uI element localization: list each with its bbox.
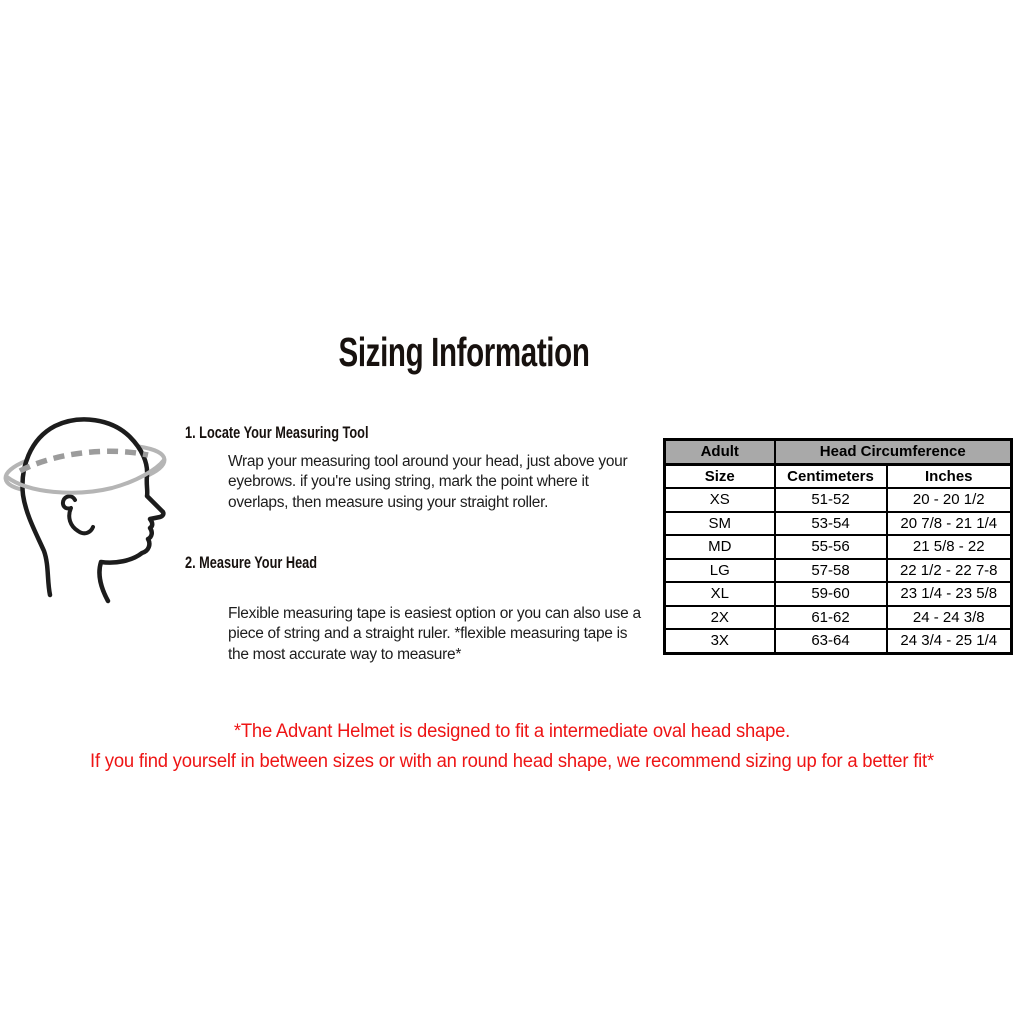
size-cell: XS: [665, 488, 775, 512]
head-profile-illustration: [0, 413, 180, 613]
table-row: [665, 535, 1012, 559]
table-row: [665, 606, 1012, 630]
inches-column-header: Inches: [887, 464, 1012, 488]
cm-cell: 63-64: [775, 629, 887, 653]
adult-header-cell: Adult: [665, 440, 775, 465]
step1-heading: 1. Locate Your Measuring Tool: [185, 423, 369, 442]
inches-cell: 21 5/8 - 22: [887, 535, 1012, 559]
size-chart-table: [663, 438, 1013, 655]
centimeters-column-header: Centimeters: [775, 464, 887, 488]
size-cell: XL: [665, 582, 775, 606]
fit-disclaimer-note: [15, 717, 1008, 776]
fit-disclaimer-line1: *The Advant Helmet is designed to fit a intermediate oval head shape.: [233, 721, 791, 742]
size-cell: 3X: [665, 629, 775, 653]
page-title: Sizing Information: [338, 329, 590, 375]
table-row: [665, 512, 1012, 536]
cm-cell: 59-60: [775, 582, 887, 606]
cm-cell: 61-62: [775, 606, 887, 630]
size-cell: SM: [665, 512, 775, 536]
step1-body: Wrap your measuring tool around your head, just above your eyebrows. if you're using string, mark the point where it overlaps, then measure using your straight roller.: [228, 453, 628, 511]
table-row: [665, 488, 1012, 512]
table-row: [665, 629, 1012, 653]
size-column-header: Size: [665, 464, 775, 488]
cm-cell: 55-56: [775, 535, 887, 559]
inches-cell: 24 3/4 - 25 1/4: [887, 629, 1012, 653]
step2-body: Flexible measuring tape is easiest option or you can also use a piece of string and a straight ruler. *flexible measuring tape is the most accurate way to measure*: [228, 605, 641, 663]
size-cell: MD: [665, 535, 775, 559]
inches-cell: 20 7/8 - 21 1/4: [887, 512, 1012, 536]
inches-cell: 22 1/2 - 22 7-8: [887, 559, 1012, 583]
size-cell: LG: [665, 559, 775, 583]
table-column-header-row: [665, 464, 1012, 488]
inches-cell: 24 - 24 3/8: [887, 606, 1012, 630]
head-circumference-header-cell: Head Circumference: [775, 440, 1012, 465]
fit-disclaimer-line2: If you find yourself in between sizes or with an round head shape, we recommend sizing up for a better fit*: [90, 750, 934, 772]
inches-cell: 20 - 20 1/2: [887, 488, 1012, 512]
cm-cell: 51-52: [775, 488, 887, 512]
cm-cell: 57-58: [775, 559, 887, 583]
cm-cell: 53-54: [775, 512, 887, 536]
step2-heading: 2. Measure Your Head: [185, 553, 318, 572]
table-row: [665, 559, 1012, 583]
table-group-header-row: [665, 440, 1012, 465]
inches-cell: 23 1/4 - 23 5/8: [887, 582, 1012, 606]
table-row: [665, 582, 1012, 606]
size-cell: 2X: [665, 606, 775, 630]
